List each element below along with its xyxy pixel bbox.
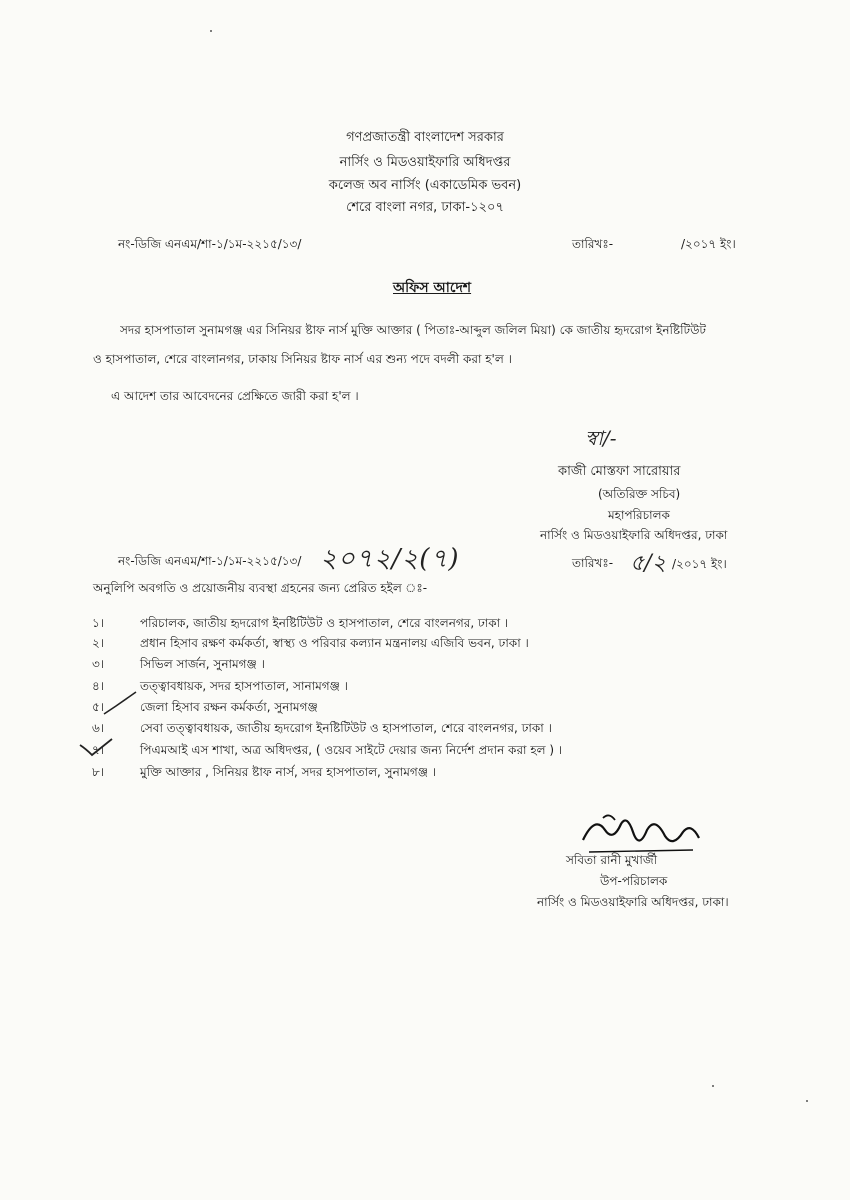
header-college: কলেজ অব নার্সিং (একাডেমিক ভবন) — [328, 178, 522, 193]
header-government: গণপ্রজাতন্ত্রী বাংলাদেশ সরকার — [346, 130, 504, 145]
memo-reference: নং-ডিজি এনএম/শা-১/১ম-২২১৫/১৩/ — [118, 237, 302, 251]
order-paragraph-2: এ আদেশ তার আবেদনের প্রেক্ষিতে জারী করা হ'ল । — [111, 389, 359, 403]
signatory1-designation: মহাপরিচালক — [608, 508, 670, 522]
signatory1-name: কাজী মোস্তফা সারোয়ার — [558, 464, 681, 479]
order-paragraph-line2: ও হাসপাতাল, শেরে বাংলানগর, ঢাকায় সিনিয়র ষ্টাফ নার্স এর শুন্য পদে বদলী করা হ'ল । — [93, 352, 512, 366]
memo2-reference: নং-ডিজি এনএম/শা-১/১ম-২২১৫/১৩/ — [118, 554, 302, 568]
copy-intro: অনুলিপি অবগতি ও প্রয়োজনীয় ব্যবস্থা গ্রহনের জন্য প্রেরিত হইল ঃ- — [93, 581, 428, 595]
header-directorate: নার্সিং ও মিডওয়াইফারি অধিদপ্তর — [339, 155, 511, 170]
copy-item: পরিচালক, জাতীয় হৃদরোগ ইনষ্টিটিউট ও হাসপাতাল, শেরে বাংলনগর, ঢাকা । — [140, 616, 509, 630]
copy-item-number: ২। — [92, 636, 105, 650]
copy-item: জেলা হিসাব রক্ষন কর্মকর্তা, সুনামগঞ্জ — [140, 700, 318, 714]
memo2-date-handwritten: ৫/২ — [630, 551, 666, 576]
copy-item-number: ৩। — [92, 657, 105, 671]
copy-item: সিভিল সার্জন, সুনামগঞ্জ । — [140, 657, 265, 671]
memo-date-label: তারিখঃ- — [572, 237, 614, 251]
copy-item: পিএমআই এস শাখা, অত্র অধিদপ্তর, ( ওয়েব সাইটে দেয়ার জন্য নির্দেশ প্রদান করা হল ) । — [140, 743, 563, 757]
signatory2-name: সবিতা রানী মুখার্জী — [566, 853, 658, 867]
scan-speck — [210, 30, 212, 32]
header-address: শেরে বাংলা নগর, ঢাকা-১২০৭ — [346, 200, 504, 215]
copy-item-number: ৫। — [92, 700, 105, 714]
order-title: অফিস আদেশ — [393, 280, 472, 296]
checkmark-icon — [78, 735, 118, 760]
scan-speck — [712, 1085, 714, 1087]
signatory2-designation: উপ-পরিচালক — [600, 874, 668, 888]
signatory1-office: নার্সিং ও মিডওয়াইফারি অধিদপ্তর, ঢাকা — [540, 528, 728, 542]
copy-item-number: ৬। — [92, 721, 105, 735]
signatory2-office: নার্সিং ও মিডওয়াইফারি অধিদপ্তর, ঢাকা। — [537, 895, 729, 909]
copy-item-number: ৪। — [92, 679, 105, 693]
copy-item: প্রধান হিসাব রক্ষণ কর্মকর্তা, স্বাস্থ্য ও পরিবার কল্যান মন্ত্রনালয় এজিবি ভবন, ঢাকা । — [140, 636, 529, 650]
copy-item-number: ৮। — [92, 765, 105, 779]
scan-speck — [806, 1100, 808, 1102]
signatory1-note: (অতিরিক্ত সচিব) — [598, 487, 681, 501]
copy-item: তত্ত্বাবধায়ক, সদর হাসপাতাল, সানামগঞ্জ । — [140, 679, 348, 693]
signature-mark: স্বা/- — [585, 426, 617, 450]
copy-item-number: ৭। — [92, 743, 105, 757]
copy-item-number: ১। — [92, 616, 105, 630]
memo-date-value: /২০১৭ ইং। — [681, 237, 736, 251]
memo2-date-suffix: /২০১৭ ইং। — [672, 557, 727, 571]
checkmark-icon — [100, 690, 140, 720]
copy-item: সেবা তত্ত্বাবধায়ক, জাতীয় হৃদরোগ ইনষ্টিটিউট ও হাসপাতাল, শেরে বাংলনগর, ঢাকা । — [140, 721, 552, 735]
memo2-date-label: তারিখঃ- — [572, 556, 614, 570]
order-paragraph-line1: সদর হাসপাতাল সুনামগঞ্জ এর সিনিয়র ষ্টাফ নার্স মুক্তি আক্তার ( পিতাঃ-আব্দুল জলিল মিয়া) কে জাতীয় হৃদরোগ ইনষ্টিটিউট — [120, 323, 706, 337]
copy-item: মুক্তি আক্তার , সিনিয়র ষ্টাফ নার্স, সদর হাসপাতাল, সুনামগঞ্জ । — [140, 765, 437, 779]
memo2-handwritten-number: ২০৭২/২(৭) — [320, 544, 460, 574]
